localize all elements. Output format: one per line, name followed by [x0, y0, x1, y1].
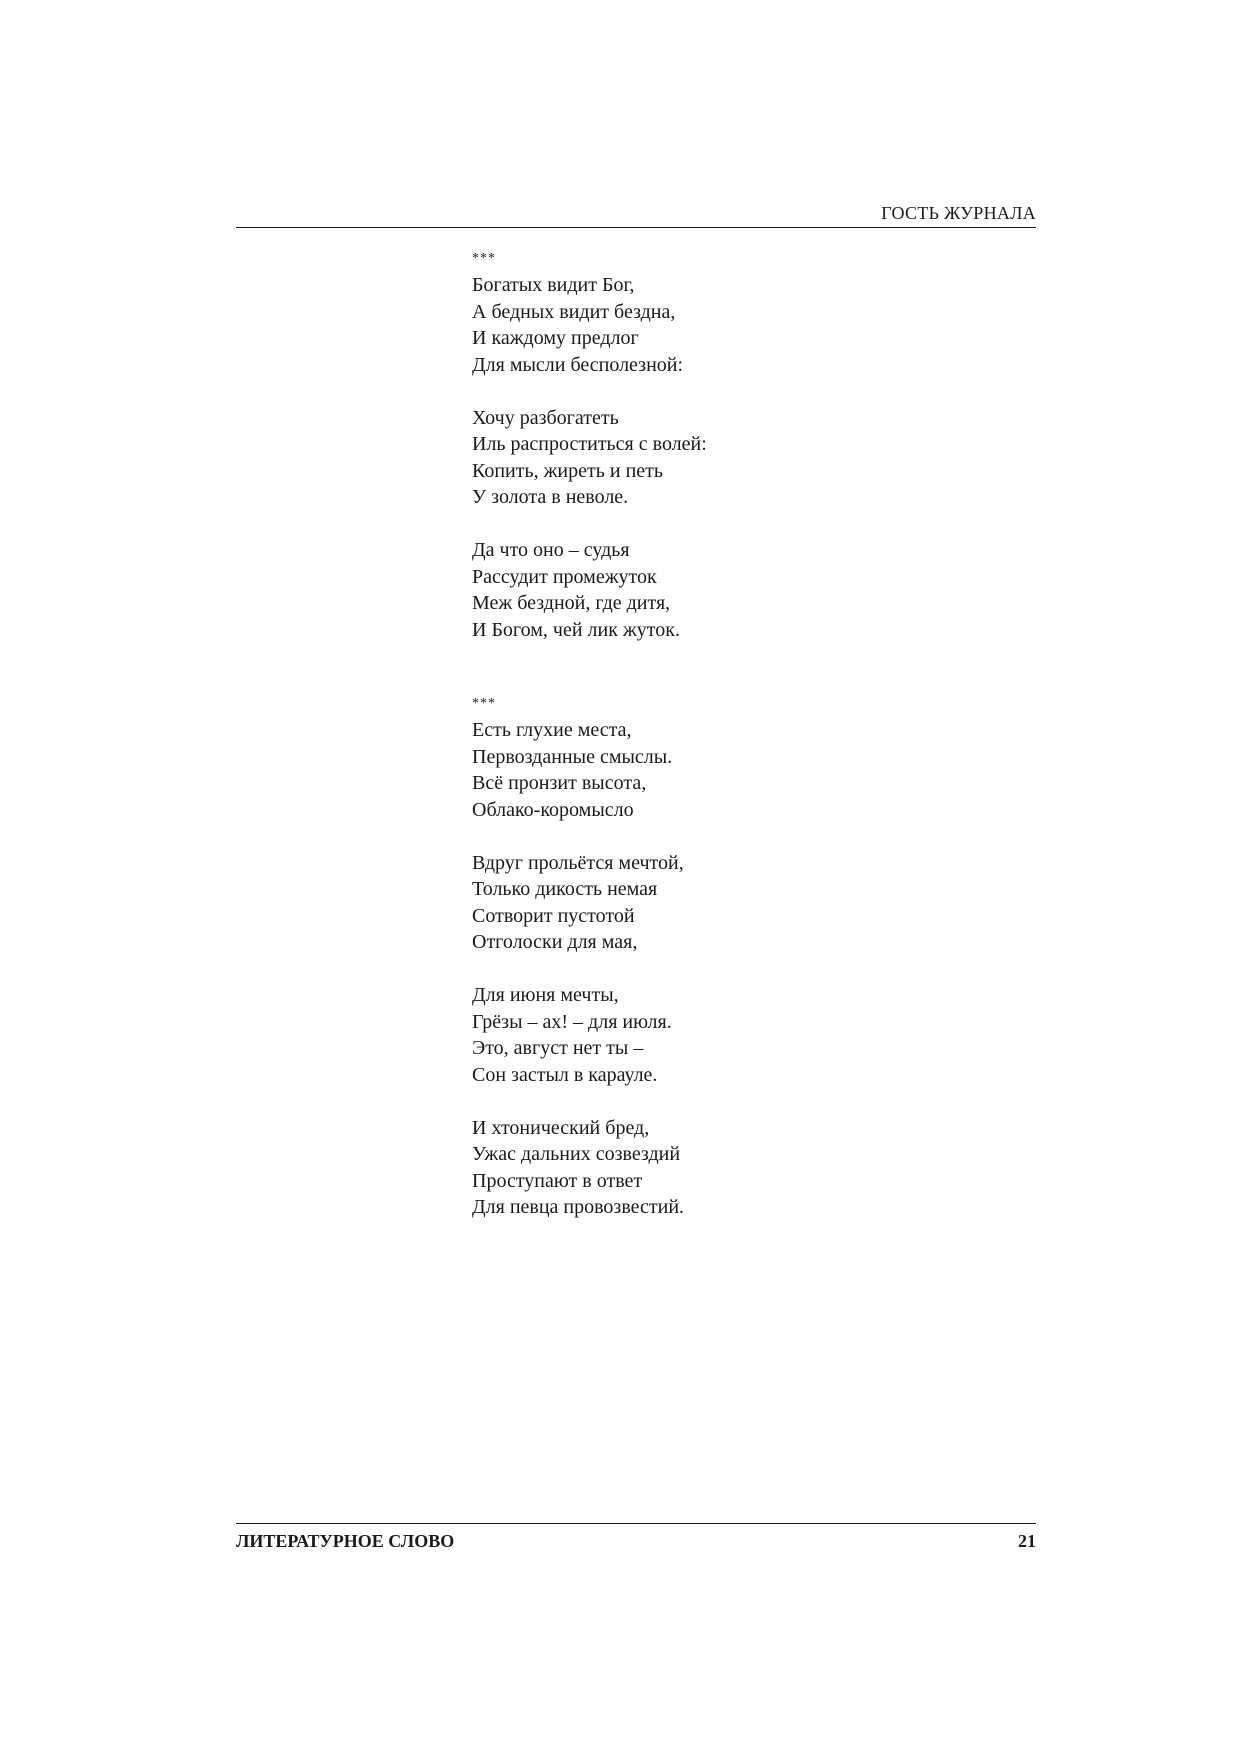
poem-line: Есть глухие места,: [472, 719, 632, 741]
poem-line: Иль распроститься с волей:: [472, 433, 707, 455]
poem-separator: ***: [472, 251, 496, 266]
poem-line: Это, август нет ты –: [472, 1037, 644, 1059]
poem-line: Для певца провозвестий.: [472, 1196, 685, 1218]
footer-divider: [236, 1523, 1036, 1524]
poem-line: Сон застыл в карауле.: [472, 1063, 658, 1086]
poem-line: Хочу разбогатеть: [472, 406, 619, 429]
poem-line: Для мысли бесполезной:: [472, 353, 684, 376]
stanza-3: [472, 982, 972, 1088]
stanza-1: [472, 717, 972, 823]
poem-line: Грёзы – ах! – для июля.: [472, 1010, 672, 1033]
poem-separator: ***: [472, 696, 496, 711]
poem-line: Вдруг прольётся мечтой,: [472, 851, 684, 874]
poem-line: Копить, жиреть и петь: [472, 459, 664, 482]
poem-line: У золота в неволе.: [472, 486, 629, 508]
poem-line: Отголоски для мая,: [472, 931, 638, 953]
poem-line: И каждому предлог: [472, 327, 639, 349]
poem-line: И Богом, чей лик жуток.: [472, 618, 680, 641]
header-divider: [236, 227, 1036, 228]
stanza-1: [472, 272, 972, 378]
journal-title: ЛИТЕРАТУРНОЕ СЛОВО: [236, 1531, 455, 1551]
poem-line: Проступают в ответ: [472, 1169, 643, 1192]
poems-column: [472, 250, 972, 1221]
poem-line: Богатых видит Бог,: [472, 274, 635, 296]
section-title: ГОСТЬ ЖУРНАЛА: [881, 203, 1036, 223]
poem-line: Сотворит пустотой: [472, 904, 635, 927]
poem-line: И хтонический бред,: [472, 1116, 650, 1139]
poem-line: А бедных видит бездна,: [472, 300, 676, 323]
poem-line: Только дикость немая: [472, 878, 658, 900]
stanza-2: [472, 405, 972, 511]
stanza-3: [472, 537, 972, 643]
poem-2: [472, 695, 972, 1221]
poem-line: Рассудит промежуток: [472, 565, 657, 588]
poem-line: Облако-коромысло: [472, 798, 634, 821]
stanza-2: [472, 850, 972, 956]
poem-line: Меж бездной, где дитя,: [472, 592, 671, 614]
poem-line: Да что оно – судья: [472, 539, 630, 561]
poem-1: [472, 250, 972, 643]
page-number: 21: [1018, 1531, 1036, 1551]
poem-line: Для июня мечты,: [472, 984, 619, 1006]
poem-line: Всё пронзит высота,: [472, 772, 647, 794]
stanza-4: [472, 1115, 972, 1221]
poem-line: Ужас дальних созвездий: [472, 1143, 681, 1165]
poem-line: Первозданные смыслы.: [472, 745, 673, 768]
